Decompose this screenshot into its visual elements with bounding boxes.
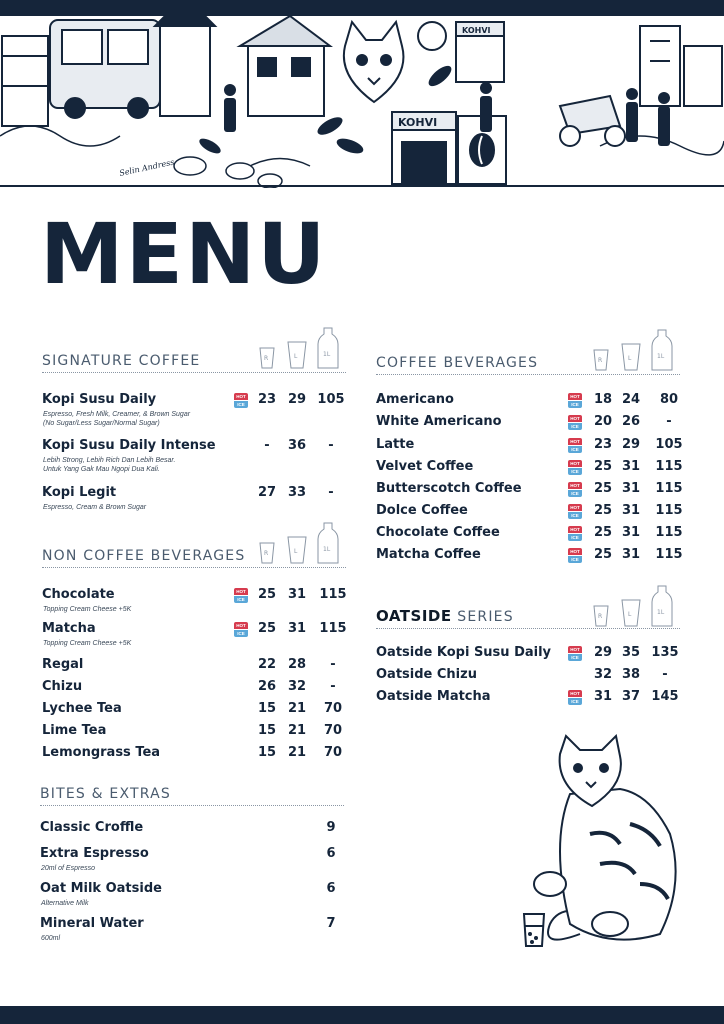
price-regular: 25 [593,547,613,562]
price-large: 31 [621,503,641,518]
page-title: MENU [40,205,328,303]
item-desc: Espresso, Fresh Milk, Creamer, & Brown Sugar [43,411,191,418]
section-header-bites-extras [40,784,344,806]
menu-item-classic-croffle [40,820,346,840]
menu-item-lime-tea [42,723,348,743]
menu-item-velvet-coffee [376,459,682,479]
menu-item-lychee-tea [42,701,348,721]
item-name: Americano [376,392,454,407]
price-regular: 15 [257,745,277,760]
svg-text:1L: 1L [657,353,665,360]
item-desc: Topping Cream Cheese +5K [43,606,132,613]
price-large: 31 [621,481,641,496]
svg-text:L: L [294,353,298,360]
menu-item-mineral-water [40,916,346,942]
price-regular: 31 [593,689,613,704]
menu-item-butterscotch-coffee [376,481,682,501]
item-name: Regal [42,657,84,672]
hot-ice-badge: HOT ICE [568,526,582,542]
price: 6 [326,846,336,861]
price-large: 35 [621,645,641,660]
hot-ice-badge: HOT ICE [234,622,248,638]
price-large: 26 [621,414,641,429]
menu-item-lemongrass-tea [42,745,348,765]
item-name: Lime Tea [42,723,107,738]
cup-size-icons [258,519,348,567]
menu-item-latte [376,437,682,457]
item-name: Oatside Kopi Susu Daily [376,645,552,660]
item-name: White Americano [376,414,502,429]
hot-ice-badge: HOT ICE [568,646,582,662]
price-regular: 23 [257,392,277,407]
price-liter: 115 [655,503,683,518]
price-regular: 15 [257,701,277,716]
price: 6 [326,881,336,896]
price-regular: 25 [593,503,613,518]
price-large: 21 [287,745,307,760]
svg-text:1L: 1L [323,351,331,358]
item-name: Matcha [42,621,96,636]
hot-ice-badge: HOT ICE [568,690,582,706]
item-name: Oat Milk Oatside [40,881,162,896]
menu-item-matcha-coffee [376,547,682,567]
menu-item-dolce-coffee [376,503,682,523]
price-liter: - [328,485,334,500]
cup-size-icons [258,324,348,372]
price-regular: 23 [593,437,613,452]
svg-text:R: R [264,355,269,362]
item-name: Lychee Tea [42,701,122,716]
svg-text:L: L [294,548,298,555]
header-illustration [0,16,724,188]
price-regular: 26 [257,679,277,694]
bottom-bar [0,1006,724,1024]
price-liter: 115 [655,459,683,474]
item-name: Matcha Coffee [376,547,481,562]
price-liter: - [330,679,336,694]
hot-ice-badge: HOT ICE [568,504,582,520]
menu-item-americano [376,392,682,412]
price-large: 29 [621,437,641,452]
menu-item-white-americano [376,414,682,434]
price-liter: 115 [319,587,347,602]
svg-text:L: L [628,355,632,362]
shop-sign-kohvi-2: KOHVI [462,26,491,35]
item-name: Butterscotch Coffee [376,481,522,496]
item-desc: Untuk Yang Gak Mau Ngopi Dua Kali. [43,466,160,473]
svg-text:1L: 1L [657,609,665,616]
price-large: 31 [287,587,307,602]
price-regular: 25 [257,587,277,602]
hot-ice-badge: HOT ICE [568,438,582,454]
menu-item-extra-espresso [40,846,346,872]
price-large: 31 [621,525,641,540]
price-liter: 80 [659,392,679,407]
section-title: COFFEE BEVERAGES [376,355,539,371]
price-regular: 18 [593,392,613,407]
item-desc: Espresso, Cream & Brown Sugar [43,504,147,511]
hot-ice-badge: HOT ICE [234,393,248,409]
cup-size-icons [592,582,682,630]
menu-item-kopi-susu-daily-intense [42,438,348,473]
item-name: Dolce Coffee [376,503,468,518]
price-liter: 70 [323,745,343,760]
svg-text:R: R [264,550,269,557]
item-name: Chocolate Coffee [376,525,500,540]
hot-ice-badge: HOT ICE [568,482,582,498]
item-desc: Lebih Strong, Lebih Rich Dan Lebih Besar. [43,457,176,464]
price-large: 24 [621,392,641,407]
oatside-logo: OATSIDE [376,607,452,625]
hot-ice-badge: HOT ICE [568,415,582,431]
price-liter: 115 [655,547,683,562]
menu-item-chizu [42,679,348,699]
price-liter: - [328,438,334,453]
menu-item-oat-milk-oatside [40,881,346,907]
price-large: 28 [287,657,307,672]
price: 9 [326,820,336,835]
price-regular: 27 [257,485,277,500]
svg-text:1L: 1L [323,546,331,553]
price-regular: 25 [593,459,613,474]
price-liter: 105 [655,437,683,452]
item-name: Kopi Susu Daily [42,392,157,407]
price-large: 29 [287,392,307,407]
section-title: SIGNATURE COFFEE [42,353,201,369]
price-large: 21 [287,701,307,716]
item-name: Velvet Coffee [376,459,474,474]
item-desc: Alternative Milk [41,900,89,907]
item-name: Lemongrass Tea [42,745,161,760]
price-regular: 32 [593,667,613,682]
section-title [376,607,514,625]
menu-item-chocolate [42,587,348,613]
svg-text:R: R [598,613,603,620]
item-name: Classic Croffle [40,820,144,835]
item-desc: Topping Cream Cheese +5K [43,640,132,647]
price-liter: 70 [323,723,343,738]
menu-item-oatside-chizu [376,667,682,687]
price-regular: 25 [257,621,277,636]
item-name: Extra Espresso [40,846,149,861]
item-name: Oatside Matcha [376,689,491,704]
menu-item-matcha [42,621,348,647]
price-large: 38 [621,667,641,682]
price-liter: 115 [655,481,683,496]
item-name: Latte [376,437,415,452]
price-regular: 29 [593,645,613,660]
hot-ice-badge: HOT ICE [234,588,248,604]
price-regular: 25 [593,525,613,540]
price-large: 33 [287,485,307,500]
shop-sign-kohvi: KOHVI [398,116,438,129]
menu-item-kopi-susu-daily [42,392,348,427]
price-liter: - [666,414,672,429]
hot-ice-badge: HOT ICE [568,548,582,564]
section-title: BITES & EXTRAS [40,786,172,802]
item-desc: 600ml [41,935,61,942]
price: 7 [326,916,336,931]
item-name: Chocolate [42,587,115,602]
price-liter: 115 [319,621,347,636]
price-large: 31 [621,547,641,562]
price-liter: 105 [317,392,345,407]
item-name: Mineral Water [40,916,144,931]
item-name: Kopi Susu Daily Intense [42,438,216,453]
item-name: Oatside Chizu [376,667,477,682]
top-bar [0,0,724,16]
price-liter: 115 [655,525,683,540]
menu-item-regal [42,657,348,677]
price-liter: 135 [651,645,679,660]
price-liter: - [330,657,336,672]
cup-size-icons [592,326,682,374]
item-desc: 20ml of Espresso [41,865,96,872]
price-liter: 70 [323,701,343,716]
menu-item-kopi-legit [42,485,348,511]
svg-text:R: R [598,357,603,364]
price-liter: - [662,667,668,682]
price-regular: 25 [593,481,613,496]
price-regular: 15 [257,723,277,738]
price-liter: 145 [651,689,679,704]
hot-ice-badge: HOT ICE [568,393,582,409]
price-large: 31 [287,621,307,636]
menu-item-oatside-kopi-susu-daily [376,645,682,665]
price-large: 37 [621,689,641,704]
price-large: 21 [287,723,307,738]
price-large: 32 [287,679,307,694]
price-regular: 22 [257,657,277,672]
item-name: Chizu [42,679,83,694]
hot-ice-badge: HOT ICE [568,460,582,476]
menu-item-chocolate-coffee [376,525,682,545]
cat-illustration [520,734,690,954]
price-regular: 20 [593,414,613,429]
svg-text:L: L [628,611,632,618]
menu-item-oatside-matcha [376,689,682,709]
price-large: 36 [287,438,307,453]
city-scene-illustration [0,16,724,188]
section-title: NON COFFEE BEVERAGES [42,548,246,564]
price-large: 31 [621,459,641,474]
item-desc: (No Sugar/Less Sugar/Normal Sugar) [43,420,160,427]
price-regular: - [264,438,270,453]
series-word: SERIES [457,609,514,625]
item-name: Kopi Legit [42,485,117,500]
artist-signature: Selin Andress [118,157,176,178]
